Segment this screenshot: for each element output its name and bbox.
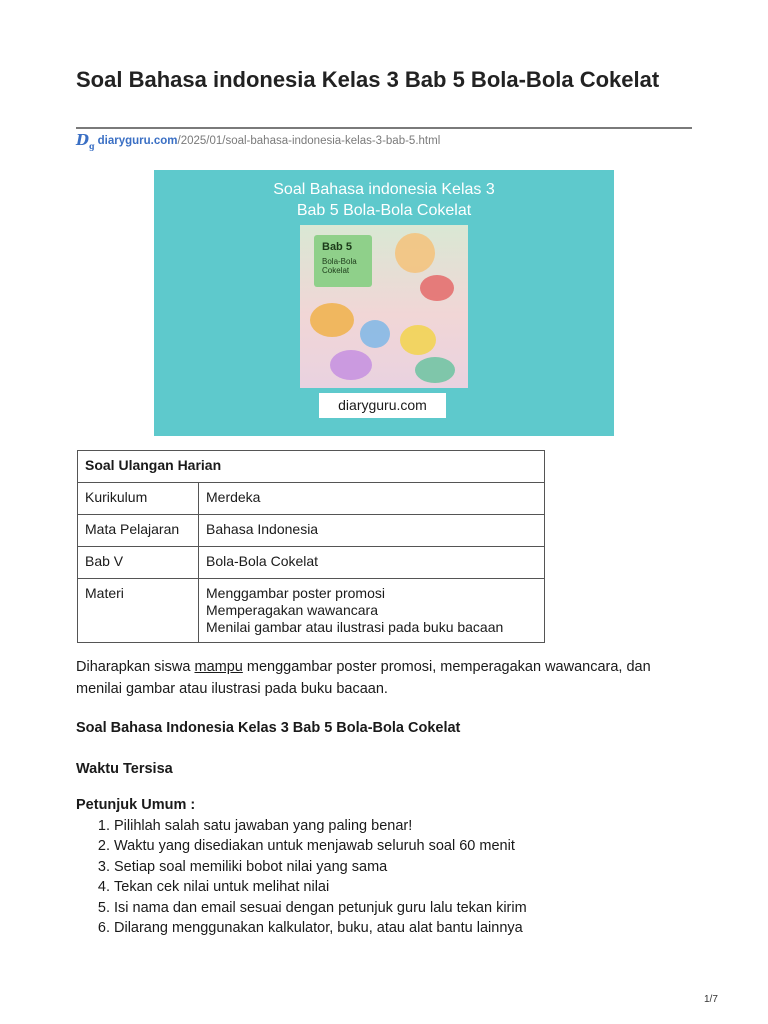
list-item: 4. Tekan cek nilai untuk melihat nilai	[114, 877, 714, 897]
book-chapter: Bab 5	[322, 241, 352, 253]
table-cell-value	[199, 579, 545, 643]
table-cell-value: Bahasa Indonesia	[199, 515, 545, 547]
intro-text-after: menggambar poster promosi, memperagakan wawancara, dan menilai gambar atau ilustrasi pada buku bacaan.	[76, 659, 651, 697]
list-item: 6. Dilarang menggunakan kalkulator, buku, atau alat bantu lainnya	[114, 918, 714, 938]
section-title: Soal Bahasa Indonesia Kelas 3 Bab 5 Bola-Bola Cokelat	[76, 720, 461, 736]
instructions-heading: Petunjuk Umum :	[76, 797, 196, 813]
cover-heading-line1: Soal Bahasa indonesia Kelas 3	[273, 181, 495, 198]
list-item: 2. Waktu yang disediakan untuk menjawab seluruh soal 60 menit	[114, 836, 714, 856]
title-divider	[76, 127, 692, 129]
table-row	[78, 547, 545, 579]
list-item: 3. Setiap soal memiliki bobot nilai yang sama	[114, 857, 714, 877]
table-cell-label: Bab V	[78, 547, 199, 579]
list-item: 1. Pilihlah salah satu jawaban yang paling benar!	[114, 816, 714, 836]
intro-text-before: Diharapkan siswa	[76, 659, 195, 675]
cover-image	[154, 170, 614, 436]
table-cell-label: Kurikulum	[78, 483, 199, 515]
book-title: Bola-Bola Cokelat	[322, 257, 357, 275]
cover-heading-line2: Bab 5 Bola-Bola Cokelat	[296, 202, 472, 219]
materi-item: Menilai gambar atau ilustrasi pada buku bacaan	[206, 619, 504, 635]
book-cover-illustration	[300, 225, 468, 388]
table-row	[78, 515, 545, 547]
page-number: 1/7	[704, 994, 718, 1005]
materi-item: Memperagakan wawancara	[206, 602, 378, 618]
table-cell-value: Bola-Bola Cokelat	[199, 547, 545, 579]
diaryguru-logo-icon: $D_g$	[76, 130, 95, 151]
cover-heading	[154, 179, 614, 221]
source-url[interactable]	[76, 132, 440, 150]
instructions-list	[114, 816, 714, 938]
table-cell-label: Mata Pelajaran	[78, 515, 199, 547]
info-table-header: Soal Ulangan Harian	[78, 451, 545, 483]
source-path[interactable]: /2025/01/soal-bahasa-indonesia-kelas-3-bab-5.html	[177, 135, 441, 147]
table-cell-label: Materi	[78, 579, 199, 643]
timer-label: Waktu Tersisa	[76, 761, 173, 777]
materi-item: Menggambar poster promosi	[206, 585, 385, 601]
info-table	[77, 450, 545, 643]
table-row	[78, 579, 545, 643]
table-cell-value: Merdeka	[199, 483, 545, 515]
intro-link[interactable]: mampu	[194, 659, 243, 675]
table-row	[78, 483, 545, 515]
source-domain[interactable]: diaryguru.com	[97, 135, 178, 147]
intro-paragraph	[76, 656, 696, 700]
page-title: Soal Bahasa indonesia Kelas 3 Bab 5 Bola-Bola Cokelat	[76, 67, 660, 92]
book-title-tag	[314, 235, 372, 287]
cover-badge: diaryguru.com	[319, 393, 446, 418]
list-item: 5. Isi nama dan email sesuai dengan petunjuk guru lalu tekan kirim	[114, 898, 714, 918]
